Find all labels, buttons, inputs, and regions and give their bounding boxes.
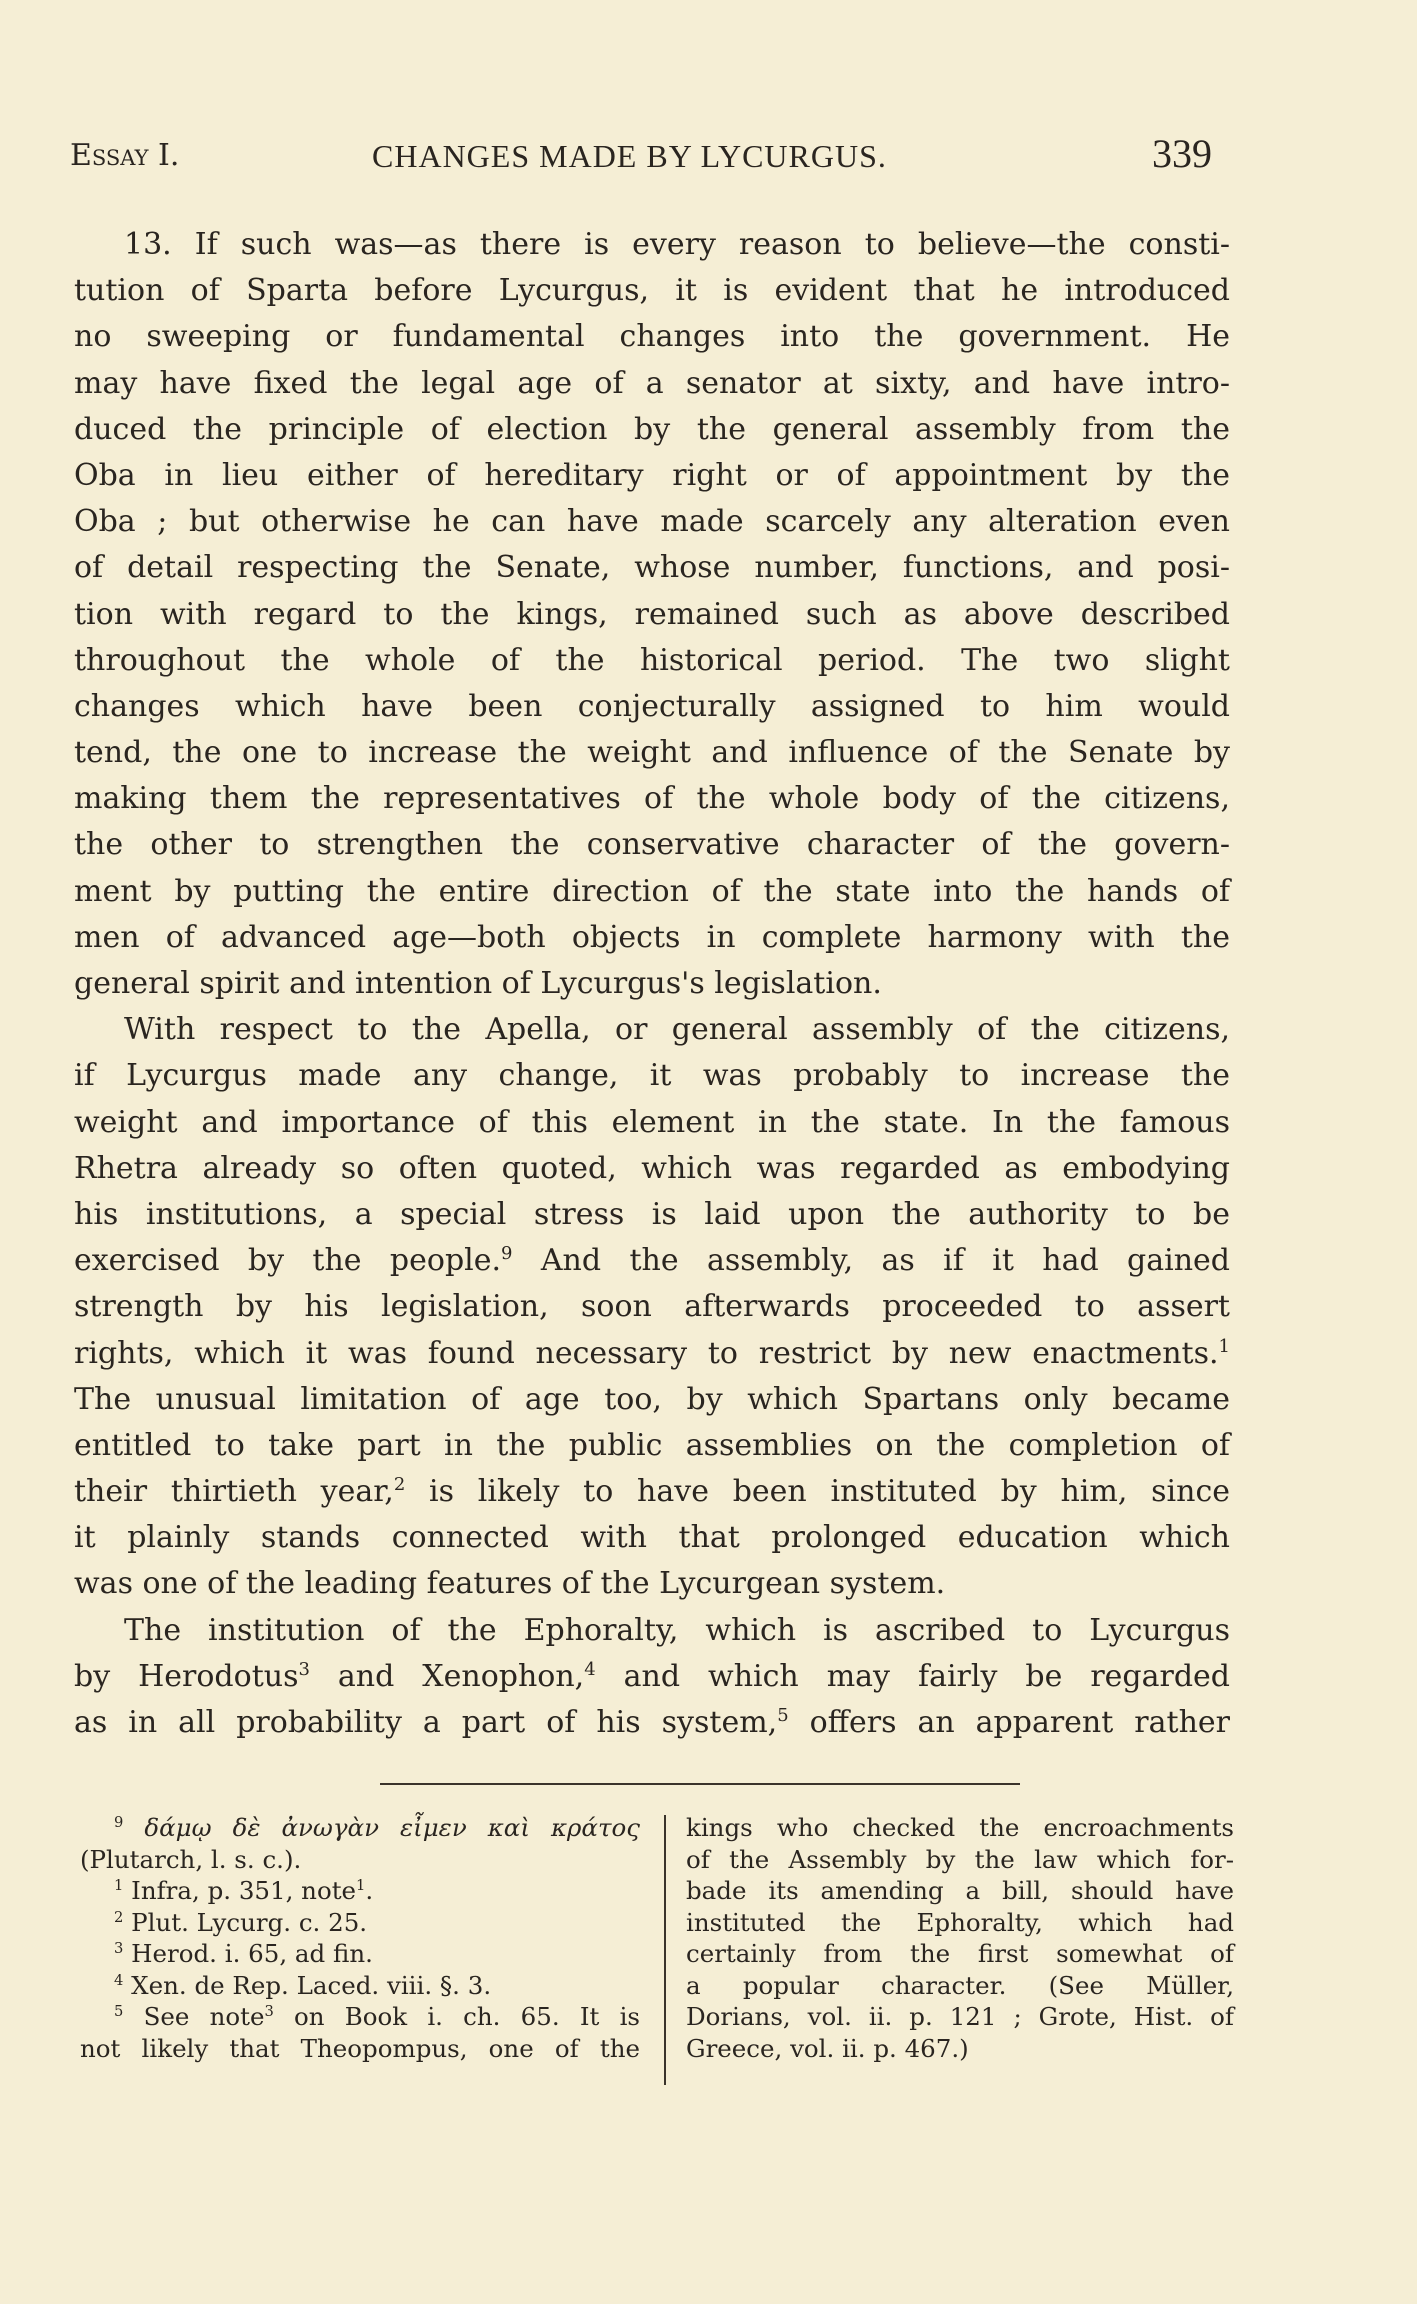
line-text: Herod. i. 65, ad fin. xyxy=(131,1939,373,1968)
footnote-line xyxy=(686,1970,1234,2002)
page-number: 339 xyxy=(1152,131,1212,176)
footnote-marker: 1 xyxy=(114,1876,124,1894)
line-text: and which may fairly be regarded xyxy=(595,1658,1231,1694)
line-text: strength by his legislation, soon afterwards proceeded to assert xyxy=(74,1289,1230,1325)
footnote-line xyxy=(80,1844,640,1876)
line-text: certainly from the first somewhat of xyxy=(686,1939,1234,1968)
text-line xyxy=(74,1700,1230,1746)
footnote-line xyxy=(686,1875,1234,1907)
text-line xyxy=(74,869,1230,915)
text-line xyxy=(74,1515,1230,1561)
text-line xyxy=(74,1053,1230,1099)
footnote-line xyxy=(686,2001,1234,2033)
text-line xyxy=(74,1192,1230,1238)
line-text: changes which have been conjecturally assigned to him would xyxy=(74,688,1230,724)
text-line xyxy=(74,915,1230,961)
line-text: making them the representatives of the whole body of the citizens, xyxy=(74,781,1230,817)
line-text: (Plutarch, l. s. c.). xyxy=(80,1844,302,1874)
footnote-line xyxy=(686,1844,1234,1876)
line-text: of the Assembly by the law which for- xyxy=(686,1844,1234,1874)
text-line xyxy=(74,1238,1230,1284)
line-text: Infra, p. 351, note xyxy=(131,1876,357,1905)
footnote-line xyxy=(686,1938,1234,1970)
footnote-reference: 2 xyxy=(393,1474,406,1496)
footnote-line xyxy=(686,1812,1234,1844)
line-text: tution of Sparta before Lycurgus, it is evident that he introduced xyxy=(74,273,1230,309)
line-text: of detail respecting the Senate, whose number, functions, and posi- xyxy=(74,550,1230,586)
line-text: entitled to take part in the public assemblies on the completion of xyxy=(74,1427,1230,1463)
text-line xyxy=(74,1284,1230,1330)
footnote-rule xyxy=(380,1783,1020,1785)
text-line xyxy=(74,1007,1230,1053)
line-text: tend, the one to increase the weight and influence of the Senate by xyxy=(74,735,1230,771)
line-text: offers an apparent rather xyxy=(788,1705,1230,1740)
line-text: Plut. Lycurg. c. 25. xyxy=(131,1907,368,1937)
running-header-essay: Essay I. xyxy=(70,138,180,173)
line-text: weight and importance of this element in the state. In the famous xyxy=(74,1104,1230,1140)
text-line xyxy=(74,499,1230,545)
line-text: . xyxy=(365,1876,374,1905)
line-text: kings who checked the encroachments xyxy=(686,1813,1234,1842)
text-line xyxy=(74,453,1230,499)
footnote-line xyxy=(686,2033,1234,2065)
line-text: was one of the leading features of the Lycurgean system. xyxy=(74,1566,946,1602)
footnote-line xyxy=(80,2001,640,2033)
line-text: The unusual limitation of age too, by which Spartans only became xyxy=(74,1381,1230,1417)
line-text: Xen. de Rep. Laced. viii. §. 3. xyxy=(131,1970,492,2000)
text-line xyxy=(74,1469,1230,1515)
line-text: bade its amending a bill, should have xyxy=(686,1876,1234,1905)
line-text: by Herodotus xyxy=(74,1658,299,1694)
footnote-line xyxy=(80,2033,640,2065)
line-text: instituted the Ephoralty, which had xyxy=(686,1907,1234,1937)
line-text: Greece, vol. ii. p. 467.) xyxy=(686,2033,969,2063)
line-text: rights, which it was found necessary to restrict by new enactments. xyxy=(74,1335,1219,1371)
footnote-line xyxy=(80,1812,640,1844)
line-text: With respect to the Apella, or general assembly of the citizens, xyxy=(124,1012,1230,1048)
text-line xyxy=(74,638,1230,684)
line-text: and Xenophon, xyxy=(309,1658,585,1694)
running-header-title: CHANGES MADE BY LYCURGUS. xyxy=(372,138,887,174)
footnote-line xyxy=(686,1907,1234,1939)
line-text: on Book i. ch. 65. It is xyxy=(273,2002,640,2031)
line-text: The institution of the Ephoralty, which is ascribed to Lycurgus xyxy=(124,1612,1230,1648)
footnote-marker: 9 xyxy=(114,1813,124,1831)
text-line xyxy=(74,314,1230,360)
footnote-reference: 3 xyxy=(298,1658,310,1680)
line-text: 13. If such was—as there is every reason to believe—the consti- xyxy=(124,227,1230,262)
line-text: if Lycurgus made any change, it was probably to increase the xyxy=(74,1058,1230,1094)
line-text: is likely to have been instituted by him, since xyxy=(405,1474,1230,1510)
footnote-line xyxy=(80,1938,640,1970)
line-text: men of advanced age—both objects in complete harmony with the xyxy=(74,919,1230,955)
footnote-marker: 4 xyxy=(114,1971,124,1989)
text-line xyxy=(74,1423,1230,1469)
footnote-reference: 3 xyxy=(264,2002,274,2020)
line-text: ment by putting the entire direction of the state into the hands of xyxy=(74,873,1230,909)
footnote-reference: 1 xyxy=(1218,1335,1230,1357)
text-line xyxy=(74,268,1230,314)
text-line xyxy=(74,1146,1230,1192)
footnote-line xyxy=(80,1970,640,2002)
line-text: Dorians, vol. ii. p. 121 ; Grote, Hist. of xyxy=(686,2002,1234,2031)
text-line xyxy=(74,776,1230,822)
line-text: their thirtieth year, xyxy=(74,1474,394,1510)
text-line xyxy=(74,407,1230,453)
text-line xyxy=(74,592,1230,638)
line-text: not likely that Theopompus, one of the xyxy=(80,2033,640,2063)
text-line xyxy=(74,1100,1230,1146)
line-text: it plainly stands connected with that prolonged education which xyxy=(74,1520,1230,1556)
text-line xyxy=(74,730,1230,776)
line-text: And the assembly, as if it had gained xyxy=(512,1243,1230,1279)
body-text xyxy=(74,222,1230,1746)
footnote-column-divider xyxy=(664,1815,666,2085)
footnote-marker: 2 xyxy=(114,1908,124,1926)
text-line xyxy=(74,822,1230,868)
footnote-line xyxy=(80,1907,640,1939)
line-text: his institutions, a special stress is laid upon the authority to be xyxy=(74,1196,1230,1232)
line-text: duced the principle of election by the general assembly from the xyxy=(74,411,1230,447)
line-text: δάμῳ δὲ ἀνωγὰν εἶμεν καὶ κράτος xyxy=(144,1813,640,1842)
footnotes-left-column xyxy=(80,1812,640,2064)
footnote-line xyxy=(80,1875,640,1907)
text-line xyxy=(74,545,1230,591)
footnote-reference: 9 xyxy=(501,1243,513,1265)
footnote-reference: 1 xyxy=(356,1876,366,1894)
footnotes-right-column xyxy=(686,1812,1234,2064)
line-text: exercised by the people. xyxy=(74,1243,502,1279)
footnote-marker: 3 xyxy=(114,1939,124,1957)
line-text: Rhetra already so often quoted, which was regarded as embodying xyxy=(74,1150,1230,1186)
line-text: Oba ; but otherwise he can have made scarcely any alteration even xyxy=(74,504,1230,540)
line-text: as in all probability a part of his system, xyxy=(74,1705,778,1740)
footnote-marker: 5 xyxy=(114,2002,124,2020)
text-line xyxy=(74,1377,1230,1423)
line-text: See note xyxy=(143,2002,265,2031)
text-line xyxy=(74,1561,1230,1607)
text-line xyxy=(74,222,1230,268)
line-text: tion with regard to the kings, remained such as above described xyxy=(74,596,1230,632)
line-text: no sweeping or fundamental changes into the government. He xyxy=(74,319,1230,355)
text-line xyxy=(74,684,1230,730)
text-line xyxy=(74,1654,1230,1700)
text-line xyxy=(74,361,1230,407)
footnote-reference: 4 xyxy=(584,1658,596,1680)
text-line xyxy=(74,1331,1230,1377)
line-text: the other to strengthen the conservative character of the govern- xyxy=(74,827,1230,863)
text-line xyxy=(74,961,1230,1007)
line-text: throughout the whole of the historical period. The two slight xyxy=(74,642,1230,678)
line-text: may have fixed the legal age of a senator at sixty, and have intro- xyxy=(74,365,1230,401)
text-line xyxy=(74,1608,1230,1654)
line-text: general spirit and intention of Lycurgus's legislation. xyxy=(74,966,882,1001)
footnote-reference: 5 xyxy=(777,1705,789,1726)
line-text: a popular character. (See Müller, xyxy=(686,1970,1234,2000)
line-text: Oba in lieu either of hereditary right or of appointment by the xyxy=(74,457,1230,493)
